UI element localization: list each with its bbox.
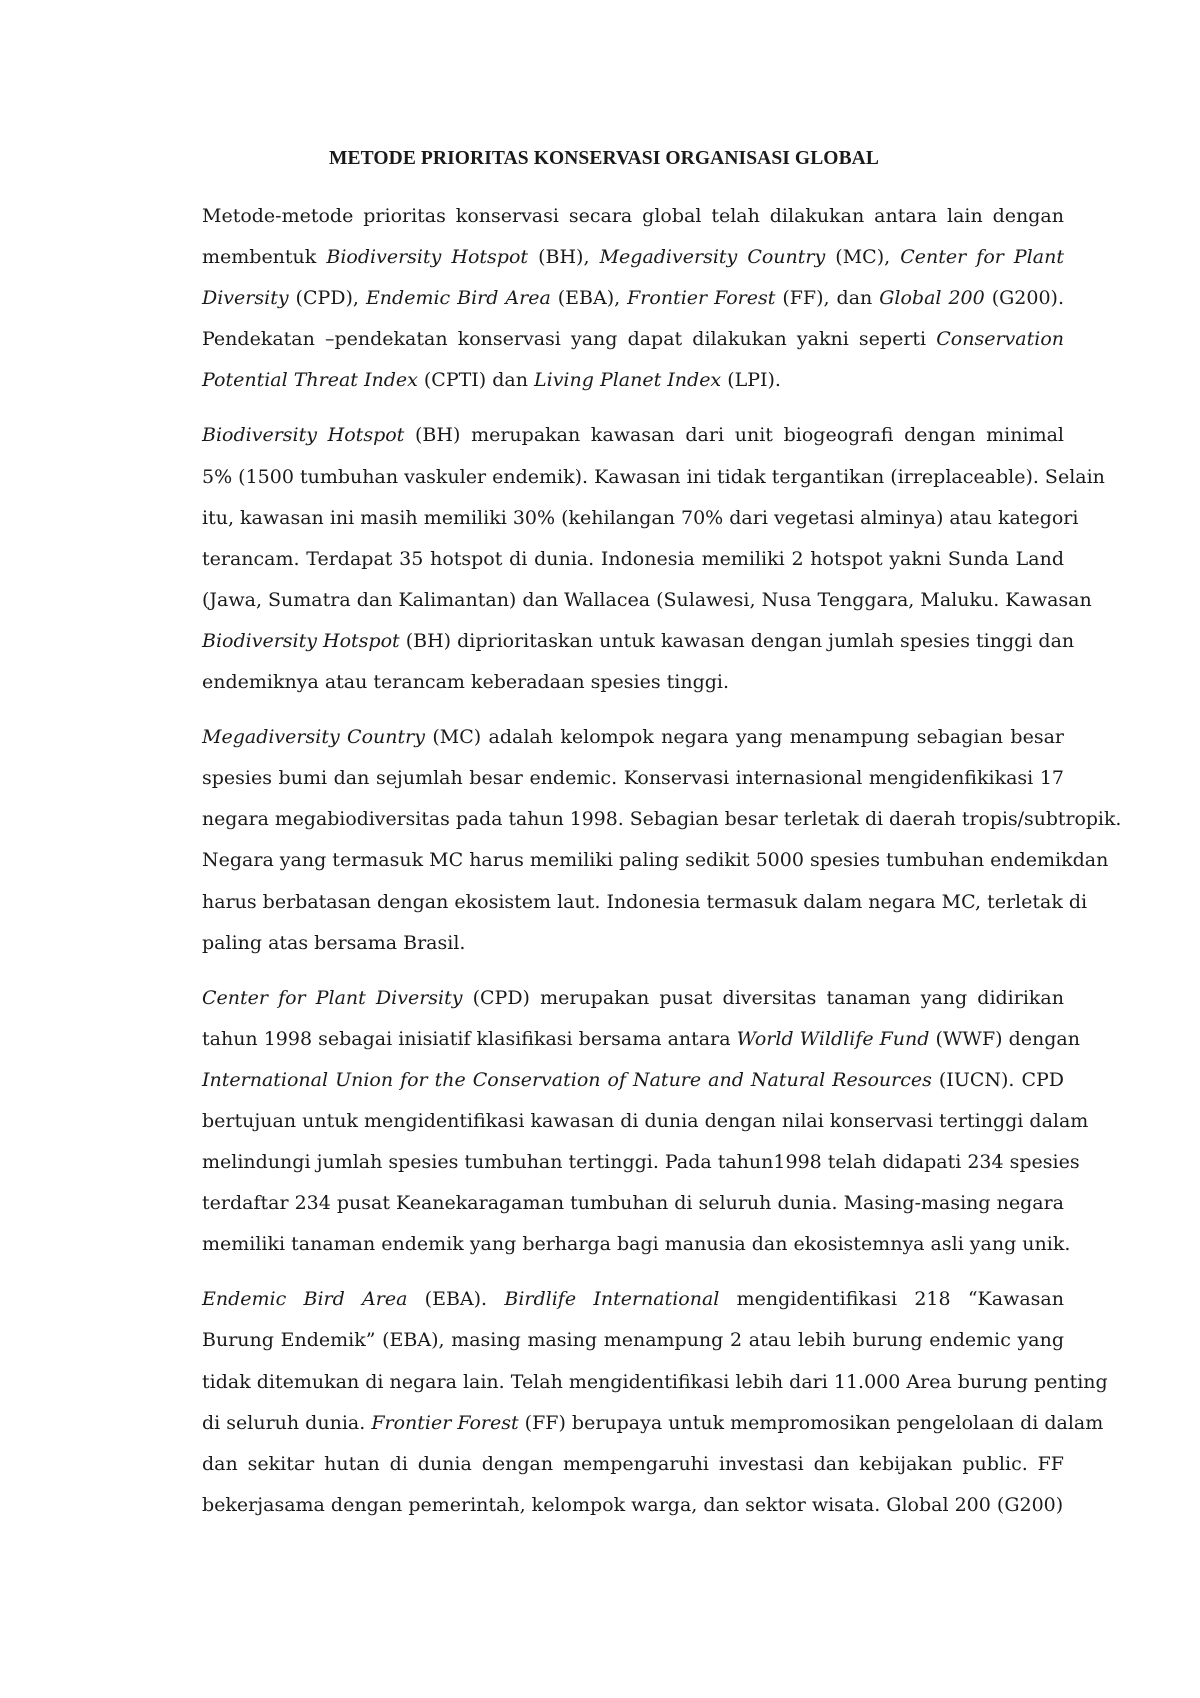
italic-term: Megadiversity Country: [202, 726, 425, 749]
paragraph: [144, 717, 1122, 964]
italic-term: Biodiversity Hotspot: [202, 629, 400, 652]
text-run: (G200).: [984, 287, 1065, 310]
paragraph-line: [144, 1279, 1064, 1320]
text-run: (FF), dan: [775, 287, 880, 310]
paragraph: [144, 196, 1064, 401]
paragraph-line: [144, 799, 1122, 840]
text-run: (MC) adalah kelompok negara yang menampung sebagian besar: [424, 726, 1064, 749]
italic-term: Center for Plant Diversity: [202, 986, 463, 1009]
paragraph-line: [144, 360, 1064, 401]
italic-term: Conservation: [936, 328, 1064, 351]
text-run: (BH),: [528, 246, 600, 269]
text-run: mengidentifikasi 218 “Kawasan: [719, 1288, 1064, 1311]
text-run: (BH) diprioritaskan untuk kawasan dengan jumlah spesies tinggi dan: [399, 629, 1075, 652]
paragraph-line: [144, 1142, 1080, 1183]
paragraph-line: [144, 237, 1064, 278]
italic-term: Frontier Forest: [627, 287, 776, 310]
paragraph-line: [144, 1183, 1064, 1224]
text-run: endemiknya atau terancam keberadaan spesies tinggi.: [202, 671, 730, 694]
text-run: tahun 1998 sebagai inisiatif klasifikasi bersama antara: [202, 1027, 737, 1050]
paragraph-line: [144, 923, 1064, 964]
paragraph-line: [144, 457, 1105, 498]
text-run: (Jawa, Sumatra dan Kalimantan) dan Wallacea (Sulawesi, Nusa Tenggara, Maluku. Kawasan: [202, 588, 1092, 611]
text-run: itu, kawasan ini masih memiliki 30% (kehilangan 70% dari vegetasi alminya) atau kategori: [202, 506, 1079, 529]
paragraph-line: [144, 319, 1064, 360]
text-run: negara megabiodiversitas pada tahun 1998. Sebagian besar terletak di daerah tropis/subtropik.: [202, 808, 1122, 831]
paragraph-line: [144, 662, 1064, 703]
italic-term: Frontier Forest: [371, 1411, 519, 1434]
paragraph-line: [144, 882, 1088, 923]
italic-term: Global 200: [879, 287, 985, 310]
text-run: Pendekatan –pendekatan konservasi yang dapat dilakukan yakni seperti: [202, 328, 937, 351]
document-title: METODE PRIORITAS KONSERVASI ORGANISASI GLOBAL: [329, 148, 879, 169]
paragraph-line: [144, 580, 1092, 621]
paragraph-line: [144, 1403, 1104, 1444]
italic-term: Diversity: [202, 287, 289, 310]
text-run: (LPI).: [721, 369, 781, 392]
text-run: 5% (1500 tumbuhan vaskuler endemik). Kawasan ini tidak tergantikan (irreplaceable). Selain: [202, 465, 1105, 488]
paragraph-line: [144, 1224, 1071, 1265]
paragraph: [144, 1279, 1108, 1526]
text-run: tidak ditemukan di negara lain. Telah mengidentifikasi lebih dari 11.000 Area burung penting: [202, 1370, 1108, 1393]
paragraph-line: [144, 621, 1075, 662]
paragraph-line: [144, 1060, 1064, 1101]
text-run: melindungi jumlah spesies tumbuhan tertinggi. Pada tahun1998 telah didapati 234 spesies: [202, 1151, 1080, 1174]
text-run: Burung Endemik” (EBA), masing masing menampung 2 atau lebih burung endemic yang: [202, 1329, 1064, 1352]
italic-term: Biodiversity Hotspot: [202, 424, 405, 447]
paragraph-line: [144, 1485, 1064, 1526]
paragraph-line: [144, 1362, 1108, 1403]
text-run: (EBA).: [407, 1288, 505, 1311]
paragraph-line: [144, 278, 1064, 319]
paragraph-line: [144, 1101, 1089, 1142]
text-run: terdaftar 234 pusat Keanekaragaman tumbuhan di seluruh dunia. Masing-masing negara: [202, 1192, 1064, 1215]
document-page: [144, 0, 1122, 1698]
text-run: paling atas bersama Brasil.: [202, 931, 466, 954]
text-run: harus berbatasan dengan ekosistem laut. Indonesia termasuk dalam negara MC, terletak di: [202, 890, 1088, 913]
italic-term: World Wildlife Fund: [736, 1027, 930, 1050]
paragraph-line: [144, 196, 1064, 237]
text-run: (WWF) dengan: [929, 1027, 1080, 1050]
text-run: Metode-metode prioritas konservasi secara global telah dilakukan antara lain dengan: [202, 205, 1064, 227]
italic-term: Potential Threat Index: [202, 369, 418, 392]
paragraph-line: [144, 539, 1064, 580]
text-run: bertujuan untuk mengidentifikasi kawasan di dunia dengan nilai konservasi tertinggi dalam: [202, 1109, 1089, 1132]
paragraph: [144, 415, 1105, 703]
text-run: (MC),: [825, 246, 901, 269]
document-body: [144, 196, 1122, 1540]
text-run: memiliki tanaman endemik yang berharga bagi manusia dan ekosistemnya asli yang unik.: [202, 1233, 1071, 1256]
text-run: spesies bumi dan sejumlah besar endemic. Konservasi internasional mengidenfikikasi 17: [202, 767, 1064, 790]
italic-term: Biodiversity Hotspot: [326, 246, 529, 269]
paragraph-line: [144, 1444, 1064, 1485]
text-run: (IUCN). CPD: [931, 1068, 1065, 1091]
paragraph-line: [144, 1320, 1064, 1361]
text-run: (EBA),: [550, 287, 628, 310]
text-run: bekerjasama dengan pemerintah, kelompok warga, dan sektor wisata. Global 200 (G200): [202, 1493, 1064, 1516]
text-run: membentuk: [202, 246, 327, 269]
paragraph-line: [144, 978, 1064, 1019]
paragraph-line: [144, 717, 1064, 758]
paragraph: [144, 978, 1089, 1266]
text-run: di seluruh dunia.: [202, 1411, 372, 1434]
italic-term: Center for Plant: [900, 246, 1064, 269]
paragraph-line: [144, 840, 1109, 881]
italic-term: Endemic Bird Area: [202, 1288, 408, 1311]
text-run: (CPD),: [288, 287, 366, 310]
text-run: (CPD) merupakan pusat diversitas tanaman yang didirikan: [462, 986, 1064, 1009]
paragraph-line: [144, 1019, 1080, 1060]
italic-term: Megadiversity Country: [599, 246, 826, 269]
paragraph-line: [144, 415, 1064, 456]
italic-term: International Union for the Conservation of Nature and Natural Resources: [202, 1068, 932, 1091]
text-run: (CPTI) dan: [417, 369, 534, 392]
text-run: (BH) merupakan kawasan dari unit biogeografi dengan minimal: [404, 424, 1064, 447]
paragraph-line: [144, 758, 1064, 799]
text-run: dan sekitar hutan di dunia dengan mempengaruhi investasi dan kebijakan public. FF: [202, 1452, 1064, 1475]
text-run: Negara yang termasuk MC harus memiliki paling sedikit 5000 spesies tumbuhan endemikdan: [202, 849, 1109, 872]
text-run: (FF) berupaya untuk mempromosikan pengelolaan di dalam: [518, 1411, 1104, 1434]
paragraph-line: [144, 498, 1079, 539]
text-run: terancam. Terdapat 35 hotspot di dunia. Indonesia memiliki 2 hotspot yakni Sunda Land: [202, 547, 1064, 570]
italic-term: Endemic Bird Area: [365, 287, 551, 310]
italic-term: Birdlife International: [504, 1288, 720, 1311]
italic-term: Living Planet Index: [534, 369, 722, 392]
